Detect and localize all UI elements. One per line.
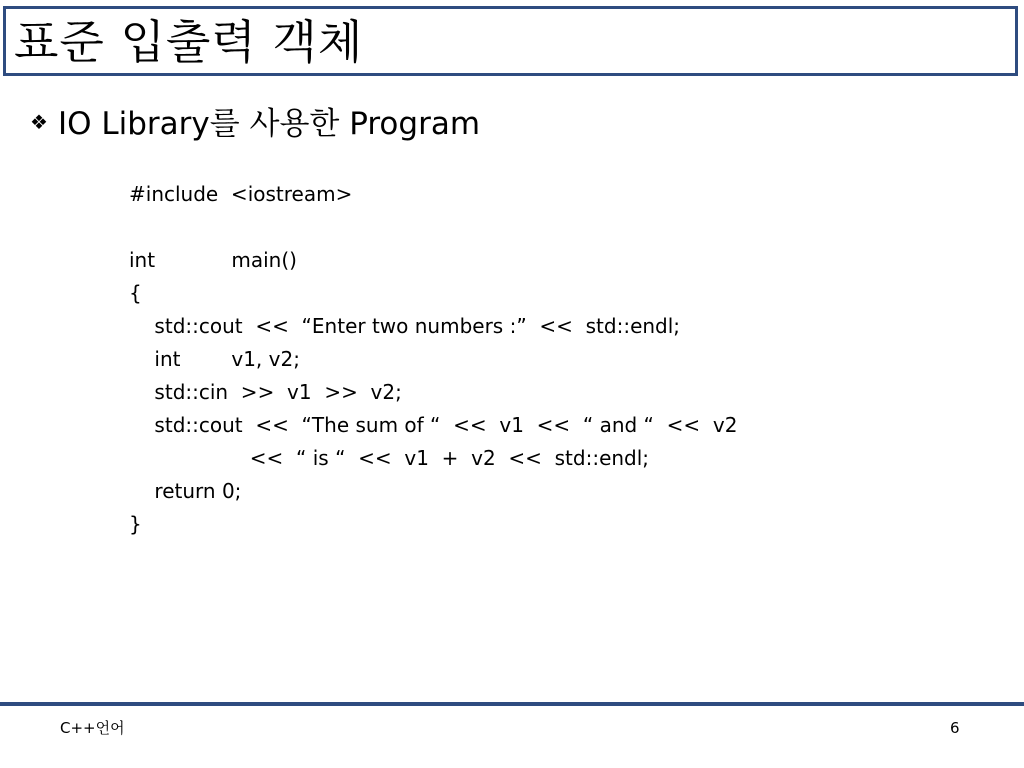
slide-title: 표준 입출력 객체	[14, 15, 364, 69]
bullet-heading	[30, 100, 480, 146]
bullet-heading-text: IO Library를 사용한 Program	[57, 106, 481, 142]
footer-divider	[0, 702, 1024, 706]
code-line: std::cin >> v1 >> v2;	[129, 380, 402, 404]
code-line: #include <iostream>	[129, 182, 353, 206]
page-number: 6	[950, 719, 960, 737]
code-line: int v1, v2;	[129, 347, 300, 371]
code-line: std::cout << “Enter two numbers :” << std::endl;	[129, 314, 681, 338]
code-line: int main()	[129, 248, 297, 272]
code-line: return 0;	[129, 479, 242, 503]
diamond-bullet-icon: ❖	[30, 110, 48, 134]
code-line: << “ is “ << v1 + v2 << std::endl;	[129, 446, 650, 470]
code-line: {	[129, 281, 142, 305]
slide-title-box	[3, 6, 1018, 76]
footer-course-label: C++언어	[60, 719, 125, 737]
code-line: std::cout << “The sum of “ << v1 << “ and “ << v2	[129, 413, 738, 437]
code-line: }	[129, 512, 142, 536]
